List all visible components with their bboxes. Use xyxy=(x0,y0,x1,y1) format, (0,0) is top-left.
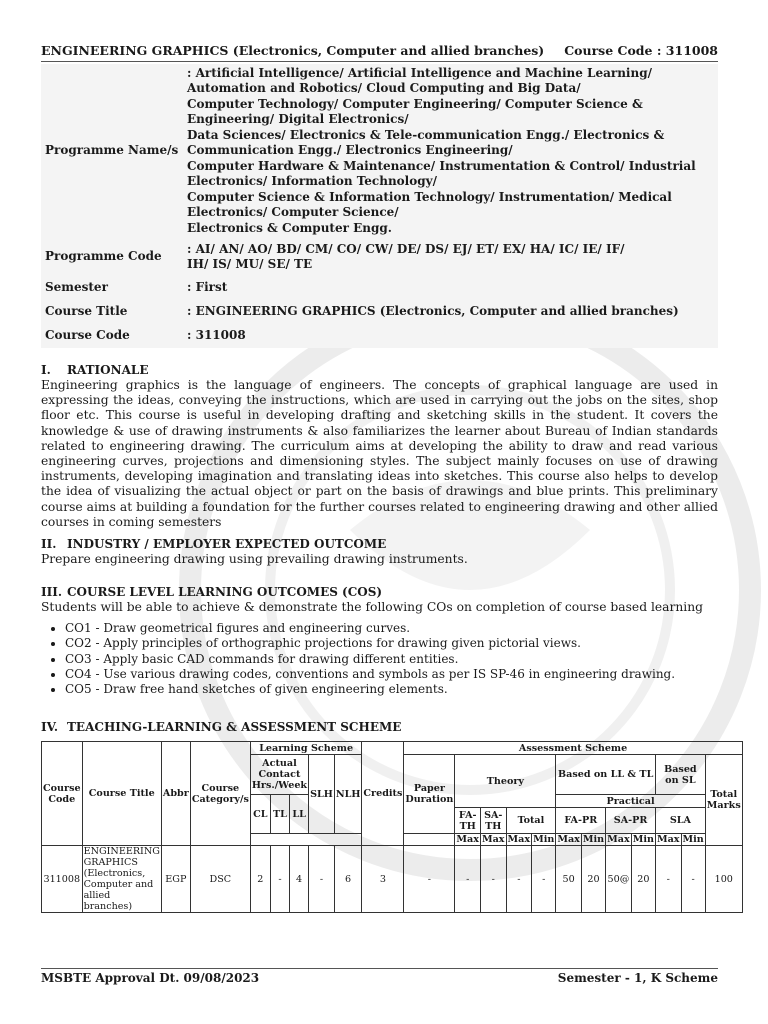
cell-credits: 3 xyxy=(362,846,404,913)
col-total-marks: Total Marks xyxy=(705,755,742,846)
info-row-course-code xyxy=(41,324,718,348)
info-value: : 311008 xyxy=(187,328,246,343)
footer-divider xyxy=(41,968,718,969)
footer-approval: MSBTE Approval Dt. 09/08/2023 xyxy=(41,971,260,985)
cell-nlh: 6 xyxy=(334,846,362,913)
cell-ll: 4 xyxy=(290,846,309,913)
page-header xyxy=(41,43,718,58)
info-line: Computer Hardware & Maintenance/ Instrumentation & Control/ Industrial Electronics/ Information Technology/ xyxy=(187,158,696,189)
cell-fapr-min: 20 xyxy=(581,846,605,913)
info-row-semester xyxy=(41,276,718,300)
col-paper-duration: Paper Duration xyxy=(404,755,455,834)
cell-fapr-max: 50 xyxy=(556,846,582,913)
info-label: Course Code xyxy=(45,328,130,343)
section-title: TEACHING-LEARNING & ASSESSMENT SCHEME xyxy=(67,720,402,734)
info-line: : Artificial Intelligence/ Artificial Intelligence and Machine Learning/ Automation and Robotics/ Cloud Computing and Big Data/ xyxy=(187,65,652,96)
cell-title: ENGINEERING GRAPHICS (Electronics, Computer and allied branches) xyxy=(83,846,160,912)
section-title: RATIONALE xyxy=(67,363,149,377)
co-list xyxy=(41,621,718,697)
info-label: Semester xyxy=(45,280,108,295)
col-nlh: NLH xyxy=(334,755,362,834)
col-max: Max xyxy=(607,834,630,845)
table-row xyxy=(42,846,743,913)
section-heading xyxy=(41,363,718,378)
col-ll: LL xyxy=(290,795,309,834)
col-assessment-scheme: Assessment Scheme xyxy=(404,742,742,755)
col-sla: SLA xyxy=(655,808,705,834)
scheme-section xyxy=(41,720,741,913)
page-footer xyxy=(41,971,718,985)
cell-sapr-max: 50@ xyxy=(606,846,632,913)
col-tl: TL xyxy=(270,795,289,834)
cell-sla-max: - xyxy=(655,846,681,913)
cell-category: DSC xyxy=(190,846,250,913)
info-value: : AI/ AN/ AO/ BD/ CM/ CO/ CW/ DE/ DS/ EJ/ ET/ EX/ HA/ IC/ IE/ IF/ IH/ IS/ MU/ SE/ TE xyxy=(187,241,625,271)
rationale-section xyxy=(41,363,718,530)
col-practical: Practical xyxy=(556,795,705,808)
info-value: : ENGINEERING GRAPHICS (Electronics, Computer and allied branches) xyxy=(187,304,679,319)
cell-paper: - xyxy=(404,846,455,913)
co-item: • CO2 - Apply principles of orthographic projections for drawing given pictorial views. xyxy=(65,636,718,651)
col-credits: Credits xyxy=(362,742,404,846)
info-value: : First xyxy=(187,280,228,295)
cell-tl: - xyxy=(270,846,289,913)
scheme-table xyxy=(41,741,743,913)
info-line: Electronics & Computer Engg. xyxy=(187,220,392,235)
col-based-ll-tl: Based on LL & TL xyxy=(556,755,656,795)
col-fa-th: FA-TH xyxy=(455,808,481,834)
col-learning-scheme: Learning Scheme xyxy=(250,742,362,755)
cos-intro: Students will be able to achieve & demonstrate the following COs on completion of course based learning xyxy=(41,600,704,614)
cell-fath-max: - xyxy=(455,846,481,913)
col-theory: Theory xyxy=(455,755,556,808)
header-course-code: Course Code : 311008 xyxy=(564,43,718,58)
cell-sapr-min: 20 xyxy=(631,846,655,913)
co-item: • CO4 - Use various drawing codes, conventions and symbols as per IS SP-46 in engineering drawing. xyxy=(65,667,718,682)
info-label: Course Title xyxy=(45,304,128,319)
cell-code: 311008 xyxy=(42,846,83,913)
industry-text: Prepare engineering drawing using prevailing drawing instruments. xyxy=(41,552,468,566)
cell-total-min: - xyxy=(532,846,556,913)
info-line: Computer Science & Information Technology/ Instrumentation/ Medical Electronics/ Computer Science/ xyxy=(187,189,672,220)
header-title: ENGINEERING GRAPHICS (Electronics, Computer and allied branches) xyxy=(41,43,545,58)
section-heading xyxy=(41,585,718,600)
cell-cl: 2 xyxy=(250,846,270,913)
col-min: Min xyxy=(582,834,605,845)
col-category: Course Category/s xyxy=(190,742,250,846)
section-heading xyxy=(41,537,718,552)
section-number: I. xyxy=(41,363,51,377)
col-max: Max xyxy=(507,834,531,845)
col-sa-pr: SA-PR xyxy=(606,808,656,834)
info-line: Data Sciences/ Electronics & Tele-communication Engg./ Electronics & Communication Engg./ Electronics Engineering/ xyxy=(187,127,665,158)
col-total: Total xyxy=(506,808,556,834)
col-sa-th: SA-TH xyxy=(480,808,506,834)
section-title: INDUSTRY / EMPLOYER EXPECTED OUTCOME xyxy=(67,537,387,551)
info-row-programme xyxy=(41,64,718,238)
info-row-programme-code xyxy=(41,238,718,276)
cell-sath-max: - xyxy=(480,846,506,913)
info-label: Programme Name/s xyxy=(45,143,179,158)
col-min: Min xyxy=(533,834,555,845)
section-title: COURSE LEVEL LEARNING OUTCOMES (COS) xyxy=(67,585,383,599)
programme-info-table xyxy=(41,64,718,348)
col-course-title: Course Title xyxy=(82,742,161,846)
col-min: Min xyxy=(682,834,704,845)
col-abbr: Abbr xyxy=(161,742,190,846)
info-label: Programme Code xyxy=(45,249,162,264)
cell-slh: - xyxy=(309,846,335,913)
col-max: Max xyxy=(481,834,505,845)
section-number: III. xyxy=(41,585,63,599)
cell-total-max: - xyxy=(506,846,532,913)
section-number: IV. xyxy=(41,720,59,734)
col-max: Max xyxy=(557,834,580,845)
cell-total-marks: 100 xyxy=(705,846,742,913)
rationale-text: Engineering graphics is the language of engineers. The concepts of graphical language are used in expressing the ideas, conveying the instructions, which are used in carrying out the jobs on the sites, shop floor etc. This course is useful in developing drafting and sketching skills in the student. It covers the knowledge & use of drawing instruments & also familiarizes the learner about Bureau of Indian standards related to engineering drawing. The curriculum aims at developing the ability to draw and read various engineering curves, projections and dimensioning styles. The subject mainly focuses on use of drawing instruments, developing imagination and translating ideas into sketches. This course also helps to develop the idea of visualizing the actual object or part on the basis of drawings and blue prints. This preliminary course aims at building a foundation for the further courses related to engineering drawing and other allied courses in coming semesters xyxy=(41,378,718,529)
industry-section xyxy=(41,537,718,567)
info-value xyxy=(187,66,718,237)
col-slh: SLH xyxy=(309,755,335,834)
cell-abbr: EGP xyxy=(161,846,190,913)
col-cl: CL xyxy=(250,795,270,834)
co-item: • CO3 - Apply basic CAD commands for drawing different entities. xyxy=(65,652,718,667)
cos-section xyxy=(41,585,718,697)
col-actual-contact: Actual Contact Hrs./Week xyxy=(250,755,308,795)
section-number: II. xyxy=(41,537,57,551)
col-max: Max xyxy=(456,834,479,845)
cell-sla-min: - xyxy=(681,846,705,913)
col-based-sl: Based on SL xyxy=(655,755,705,795)
col-fa-pr: FA-PR xyxy=(556,808,606,834)
info-line: Computer Technology/ Computer Engineering/ Computer Science & Engineering/ Digital Electronics/ xyxy=(187,96,643,127)
co-item: • CO5 - Draw free hand sketches of given engineering elements. xyxy=(65,682,718,697)
header-divider xyxy=(41,61,718,62)
info-row-course-title xyxy=(41,300,718,324)
col-max: Max xyxy=(656,834,680,845)
section-heading xyxy=(41,720,718,735)
co-item: • CO1 - Draw geometrical figures and engineering curves. xyxy=(65,621,718,636)
col-course-code: Course Code xyxy=(42,742,83,846)
col-min: Min xyxy=(632,834,654,845)
footer-semester: Semester - 1, K Scheme xyxy=(557,971,718,985)
